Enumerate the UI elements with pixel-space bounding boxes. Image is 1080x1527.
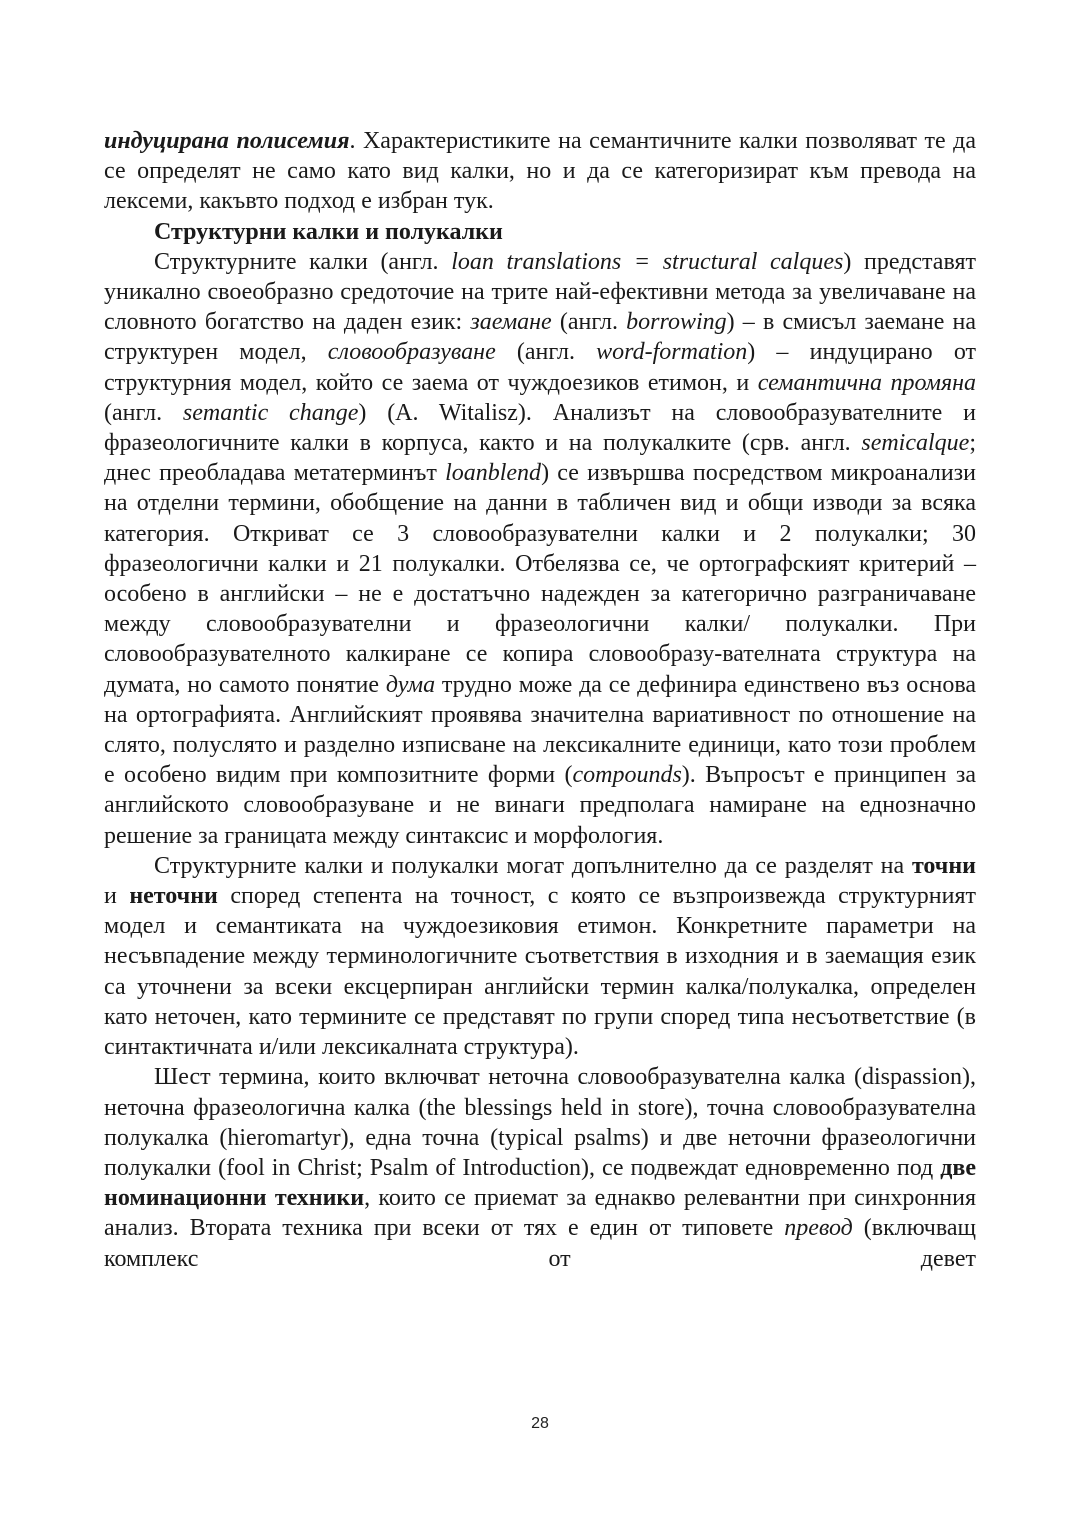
page-body [104, 126, 976, 1274]
section-heading: Структурни калки и полукалки [154, 218, 503, 245]
paragraph-exact-inexact: Структурните калки и полукалки могат допълнително да се разделят на точни и неточни според степента на точност, с която се възпроизвежда структурният модел и семантиката на чуждоезиковия етимон. Конкретните параметри на несъвпадение между терминологичните съответствия в изходния и в заемащия език са уточнени за всеки ексцерпиран английски термин калка/полукалка, определен като неточен, като термините се представят по групи според типа несъответствие (в синтактичната и/или лексикалната структура). [104, 852, 976, 1061]
paragraph-structural-calques: Структурните калки (англ. loan translations = structural calques) представят уникално своеобразно средоточие на трите най-ефективни метода за увеличаване на словното богатство на даден език: заемане (англ. borrowing) – в смисъл заемане на структурен модел, словообразуване (англ. word-formation) – индуцирано от структурния модел, който се заема от чуждоезиков етимон, и семантична промяна (англ. semantic change) (A. Witalisz). Анализът на словообразувателните и фразеологичните калки в корпуса, както и на полукалките (срв. англ. semicalque; днес преобладава метатерминът loanblend) се извършва посредством микроанализи на отделни термини, обобщение на данни в табличен вид и общи изводи за всяка категория. Откриват се 3 словообразувателни калки и 2 полукалки; 30 фразеологични калки и 21 полукалки. Отбелязва се, че ортографският критерий – особено в английски – не е достатъчно надежден за категорично разграничаване между словообразувателни и фразеологични калки/ полукалки. При словообразувателното калкиране се копира словообразу-вателната структура на думата, но самото понятие дума трудно може да се дефинира единствено въз основа на ортографията. Английският проявява значителна вариативност по отношение на слято, полуслято и разделно изписване на лексикалните единици, като този проблем е особено видим при композитните форми (compounds). Въпросът е принципен за английското словообразуване и не винаги предполага намиране на еднозначно решение за границата между синтаксис и морфология. [104, 248, 977, 849]
paragraph-six-terms: Шест термина, които включват неточна словообразувателна калка (dispassion), неточна фразеологична калка (the blessings held in store), точна словообразувателна полукалка (hieromartyr), една точна (typical psalms) и две неточни фразеологични полукалки (fool in Christ; Psalm of Introduction), се подвеждат едновременно под две номинационни техники, които се приемат за еднакво релевантни при синхронния анализ. Втората техника при всеки от тях е един от типовете превод (включващ комплекс от девет [104, 1064, 976, 1272]
page-number: 28 [531, 1415, 549, 1432]
paragraph-intro: индуцирана полисемия. Характеристиките на семантичните калки позволяват те да се определят не само като вид калки, но и да се категоризират към превода на лексеми, какъвто подход е избран тук. [104, 128, 977, 215]
term-induced-polysemy: индуцирана полисемия [104, 128, 350, 154]
